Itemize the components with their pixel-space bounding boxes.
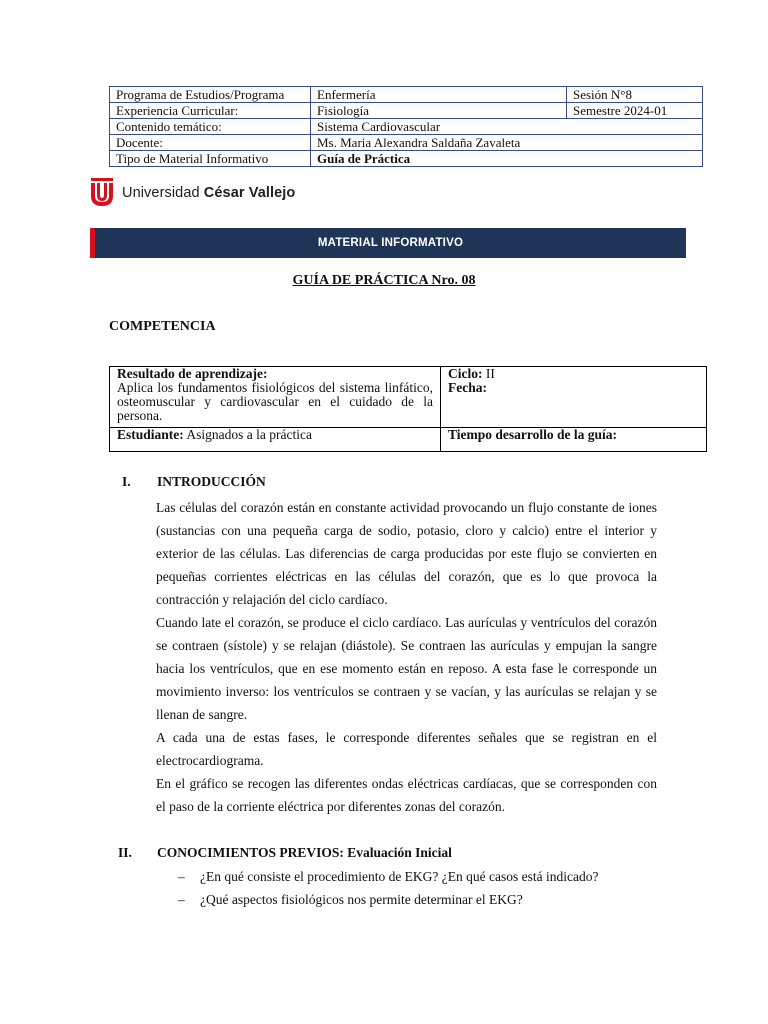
table-row	[110, 135, 703, 151]
contenido-value: Sistema Cardiovascular	[311, 119, 703, 135]
estudiante-cell	[110, 428, 441, 452]
tiempo-label: Tiempo desarrollo de la guía:	[441, 428, 707, 452]
bullet-dash: –	[178, 892, 185, 907]
section-number: I.	[122, 474, 131, 489]
intro-paragraph: En el gráfico se recogen las diferentes ondas eléctricas cardíacas, que se corresponden con el paso de la corriente eléctrica por diferentes zonas del corazón.	[156, 776, 657, 814]
question-list	[156, 865, 676, 911]
guia-title: GUÍA DE PRÁCTICA Nro. 08	[292, 273, 476, 288]
banner-text: MATERIAL INFORMATIVO	[317, 237, 464, 249]
competencia-heading: COMPETENCIA	[109, 319, 216, 334]
university-logo	[91, 178, 295, 208]
experiencia-value: Fisiología	[311, 103, 567, 119]
intro-body	[156, 496, 657, 818]
resultado-text: Aplica los fundamentos fisiológicos del sistema linfático, osteomuscular y cardiovascular en el cuidado de la persona.	[117, 380, 433, 423]
logo-text-regular: Universidad	[122, 185, 204, 201]
contenido-label: Contenido temático:	[110, 119, 311, 135]
ucv-logo-icon	[91, 178, 113, 208]
logo-text	[122, 185, 295, 201]
logo-text-bold: César Vallejo	[203, 185, 296, 201]
section-title: INTRODUCCIÓN	[157, 474, 266, 489]
intro-paragraph: A cada una de estas fases, le corresponde diferentes señales que se registran en el electrocardiograma.	[156, 730, 657, 768]
list-item	[156, 865, 676, 888]
table-row	[110, 367, 707, 428]
estudiante-value: Asignados a la práctica	[186, 427, 312, 442]
table-row	[110, 103, 703, 119]
tipo-material-label: Tipo de Material Informativo	[110, 151, 311, 167]
tipo-material-value: Guía de Práctica	[311, 151, 703, 167]
programa-label: Programa de Estudios/Programa	[110, 87, 311, 103]
question-text: ¿En qué consiste el procedimiento de EKG? ¿En qué casos está indicado?	[200, 869, 599, 884]
intro-paragraph: Las células del corazón están en constante actividad provocando un flujo constante de iones (sustancias con una pequeña carga de sodio, potasio, cloro y calcio) entre el interior y exterior de las células. Las diferencias de carga producidas por este flujo se convierten en pequeñas corrientes eléctricas en las células del corazón, que es lo que provoca la contracción y relajación del ciclo cardíaco.	[156, 500, 657, 607]
list-item	[156, 888, 676, 911]
bullet-dash: –	[178, 869, 185, 884]
course-info-table	[109, 86, 703, 167]
table-row	[110, 87, 703, 103]
programa-value: Enfermería	[311, 87, 567, 103]
sesion-value: Sesión N°8	[567, 87, 703, 103]
experiencia-label: Experiencia Curricular:	[110, 103, 311, 119]
material-informativo-banner	[90, 228, 686, 258]
section-title: CONOCIMIENTOS PREVIOS: Evaluación Inicial	[157, 845, 452, 860]
resultado-cell	[110, 367, 441, 428]
fecha-label: Fecha:	[448, 380, 487, 395]
question-text: ¿Qué aspectos fisiológicos nos permite determinar el EKG?	[200, 892, 523, 907]
estudiante-label: Estudiante:	[117, 427, 184, 442]
resultado-label: Resultado de aprendizaje:	[117, 366, 268, 381]
ciclo-label: Ciclo:	[448, 366, 483, 381]
table-row	[110, 119, 703, 135]
learning-outcome-table	[109, 366, 707, 452]
intro-paragraph: Cuando late el corazón, se produce el ciclo cardíaco. Las aurículas y ventrículos del corazón se contraen (sístole) y se relajan (diástole). Se contraen las aurículas y empujan la sangre hacia los ventrículos, que en ese momento están en reposo. A esta fase le corresponde un movimiento inverso: los ventrículos se contraen y se vacían, y las aurículas se relajan y se llenan de sangre.	[156, 615, 657, 722]
semestre-value: Semestre 2024-01	[567, 103, 703, 119]
table-row	[110, 151, 703, 167]
docente-label: Docente:	[110, 135, 311, 151]
docente-value: Ms. Maria Alexandra Saldaña Zavaleta	[311, 135, 703, 151]
ciclo-fecha-cell	[441, 367, 707, 428]
ciclo-value: II	[485, 366, 495, 381]
table-row	[110, 428, 707, 452]
section-number: II.	[118, 845, 132, 860]
